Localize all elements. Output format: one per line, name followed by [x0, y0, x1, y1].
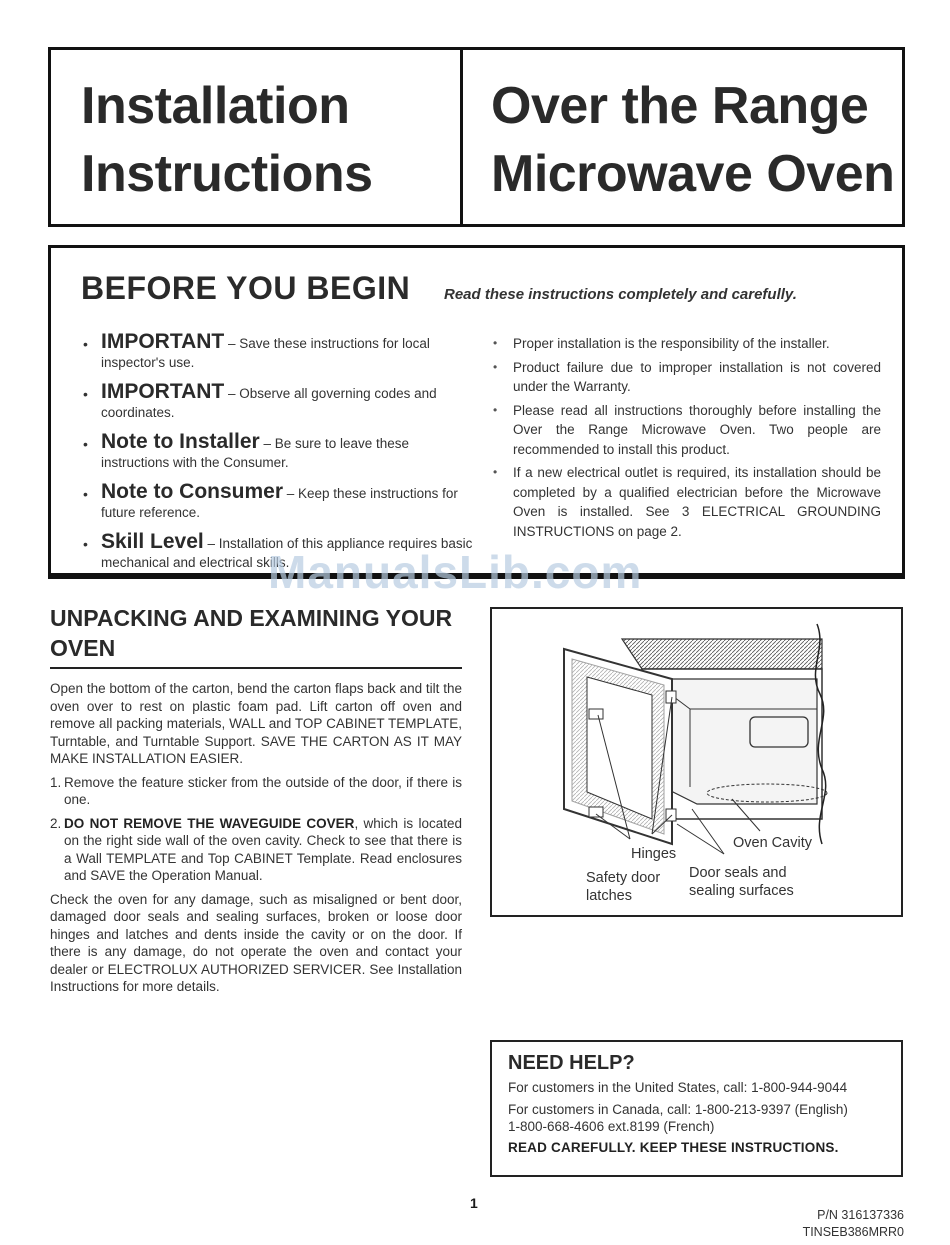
label-line: latches: [586, 888, 632, 904]
intro-paragraph: Open the bottom of the carton, bend the carton flaps back and tilt the oven over to rest on plastic foam pad. Lift carton off oven and remove all packing materials, WALL and TOP CABINET TEMPLATE, Turntable, and Turntable Support. SAVE THE CARTON AS IT MAY MAKE INSTALLATION EASIER.: [50, 681, 462, 766]
list-item: [81, 380, 481, 422]
item-key: Note to Consumer: [101, 480, 284, 503]
label-hinges: Hinges: [631, 846, 677, 862]
step-warning: DO NOT REMOVE THE WAVEGUIDE COVER: [64, 815, 355, 831]
title-line: Microwave Oven: [491, 145, 895, 203]
latch: [589, 709, 603, 719]
product-title: [491, 72, 894, 208]
bullet-icon: •: [493, 359, 498, 374]
help-content: [508, 1052, 893, 1155]
help-title: NEED HELP?: [508, 1052, 635, 1074]
before-heading: BEFORE YOU BEGIN: [81, 270, 411, 306]
item-text: – Installation of this appliance requires basic mechanical and electrical skills.: [101, 536, 473, 570]
leader-line: [677, 824, 724, 854]
note-text: Please read all instructions thoroughly before installing the Over the Range Microwave Oven. Two people are recommended to install this product.: [513, 402, 881, 457]
bullet-icon: •: [83, 386, 88, 402]
help-us-phone: For customers in the United States, call: 1-800-944-9044: [508, 1080, 848, 1095]
step-item: [50, 774, 462, 809]
important-list: [81, 330, 481, 580]
help-footer: READ CAREFULLY. KEEP THESE INSTRUCTIONS.: [508, 1140, 839, 1155]
step-item: [50, 815, 462, 885]
doc-code: TINSEB386MRR0: [802, 1225, 904, 1239]
bullet-icon: •: [493, 402, 498, 417]
item-key: Note to Installer: [101, 430, 260, 453]
title-line: Over the Range: [491, 77, 869, 135]
before-you-begin-box: [48, 245, 905, 579]
note-text: If a new electrical outlet is required, its installation should be completed by a qualified electrician before the Microwave Oven is installed. See 3 ELECTRICAL GROUNDING INSTRUCTIONS on page 2.: [513, 465, 881, 539]
list-item: [491, 401, 881, 460]
item-key: IMPORTANT: [101, 330, 225, 353]
latch: [589, 807, 603, 817]
notes-list: [491, 334, 881, 545]
bullet-icon: •: [83, 436, 88, 452]
title-line: Installation: [81, 77, 350, 135]
document-title: [81, 72, 373, 208]
label-safety-latches: [586, 869, 660, 905]
step-text: Remove the feature sticker from the outside of the door, if there is one.: [64, 774, 462, 807]
list-item: [81, 430, 481, 472]
item-text: – Save these instructions for local inspector's use.: [101, 336, 430, 370]
title-divider: [460, 50, 463, 224]
bullet-icon: •: [493, 465, 498, 479]
check-paragraph: Check the oven for any damage, such as misaligned or bent door, damaged door seals and sealing surfaces, broken or loose door hinges and latches and dents inside the cavity or on the door. If there is any damage, do not operate the oven and contact your dealer or ELECTROLUX AUTHORIZED SERVICER. See Installation Instructions for more details.: [50, 891, 462, 994]
unpack-heading: UNPACKING AND EXAMINING YOUR OVEN: [50, 605, 453, 661]
label-oven-cavity: Oven Cavity: [733, 835, 812, 851]
list-item: [81, 330, 481, 372]
bullet-icon: •: [83, 536, 88, 552]
item-text: – Be sure to leave these instructions with the Consumer.: [101, 436, 410, 470]
bullet-icon: •: [493, 336, 498, 350]
list-item: [491, 463, 881, 541]
title-box: [48, 47, 905, 227]
page-number: 1: [470, 1195, 478, 1211]
part-number: P/N 316137336: [817, 1208, 904, 1222]
section-rule: [50, 667, 462, 669]
help-canada-french: 1-800-668-4606 ext.8199 (French): [508, 1119, 715, 1134]
bullet-icon: •: [83, 486, 88, 502]
step-number: 2.: [50, 815, 62, 831]
item-key: IMPORTANT: [101, 380, 225, 403]
part-number-block: [803, 1207, 904, 1241]
step-text: , which is located on the right side wall of the oven cavity. Check to see that there is a Wall TEMPLATE and Top CABINET Template. Read enclosures and SAVE the Operation Manual.: [64, 815, 462, 883]
list-item: [81, 480, 481, 522]
step-number: 1.: [50, 774, 62, 790]
oven-top: [622, 639, 822, 669]
before-subheading: Read these instructions completely and carefully.: [444, 286, 797, 303]
watermark: ManualsLib.com: [268, 546, 643, 598]
list-item: [491, 358, 881, 397]
label-line: sealing surfaces: [689, 883, 794, 899]
help-canada-phone: For customers in Canada, call: 1-800-213-9397 (English): [508, 1102, 848, 1117]
note-text: Product failure due to improper installation is not covered under the Warranty.: [513, 359, 881, 394]
label-door-seals: [689, 864, 794, 900]
item-text: – Keep these instructions for future reference.: [101, 486, 458, 520]
item-text: – Observe all governing codes and coordinates.: [101, 386, 437, 420]
label-line: Door seals and: [689, 865, 787, 881]
item-key: Skill Level: [101, 530, 204, 553]
unpack-body: [50, 680, 462, 1002]
oven-illustration: [490, 607, 903, 917]
bullet-icon: •: [83, 336, 88, 352]
label-line: Safety door: [586, 870, 661, 886]
note-text: Proper installation is the responsibility of the installer.: [513, 336, 830, 351]
title-line: Instructions: [81, 145, 373, 203]
need-help-box: [490, 1040, 903, 1177]
list-item: [491, 334, 881, 354]
